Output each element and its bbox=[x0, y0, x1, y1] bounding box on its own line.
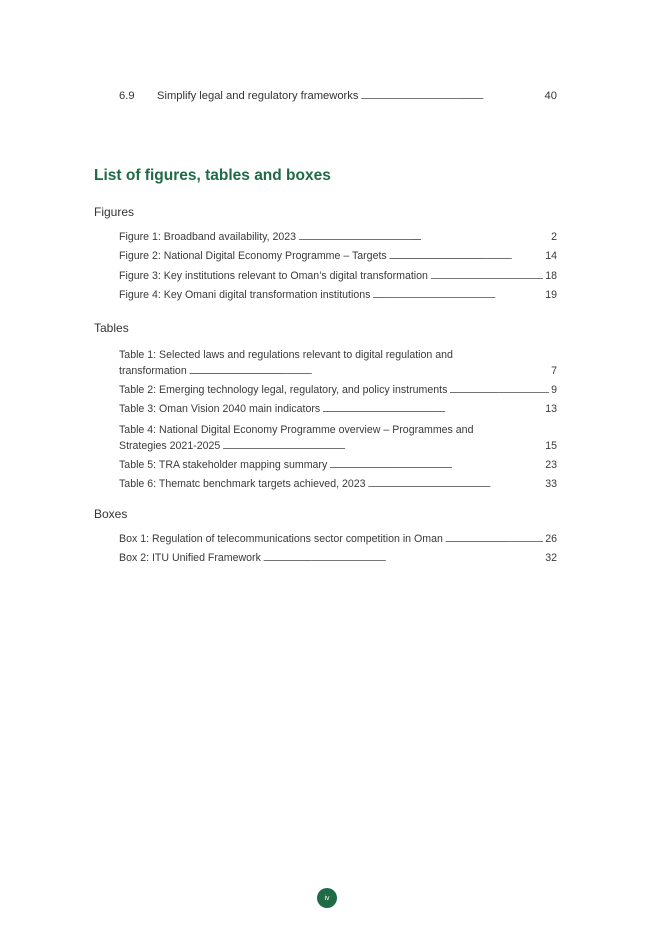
entry-page: 7 bbox=[551, 365, 557, 377]
entry-label: transformation bbox=[119, 365, 187, 377]
entry-label: Box 1: Regulation of telecommunications sector competition in Oman bbox=[119, 533, 443, 545]
entry-label: Table 5: TRA stakeholder mapping summary bbox=[119, 458, 328, 471]
box-entry[interactable] bbox=[119, 549, 557, 568]
figure-entry[interactable] bbox=[119, 228, 557, 247]
page-heading: List of figures, tables and boxes bbox=[94, 167, 331, 184]
entry-page: 32 bbox=[545, 552, 557, 565]
dot-leader bbox=[222, 438, 543, 454]
toc-entry-6-9[interactable] bbox=[119, 90, 557, 102]
figure-entry[interactable] bbox=[119, 286, 557, 305]
toc-entry-page: 40 bbox=[544, 90, 557, 102]
boxes-list bbox=[119, 530, 557, 569]
figure-entry[interactable] bbox=[119, 247, 557, 266]
entry-page: 2 bbox=[551, 231, 557, 243]
entry-page: 13 bbox=[545, 403, 557, 416]
entry-label: Figure 1: Broadband availability, 2023 bbox=[119, 231, 297, 243]
page-number-badge: iv bbox=[317, 888, 337, 908]
entry-label: Table 2: Emerging technology legal, regulatory, and policy instruments bbox=[119, 384, 448, 396]
entry-page: 9 bbox=[551, 384, 557, 396]
figures-section-title: Figures bbox=[94, 205, 135, 219]
dot-leader bbox=[372, 286, 543, 305]
entry-page: 33 bbox=[545, 477, 557, 490]
dot-leader bbox=[368, 475, 544, 494]
entry-page: 26 bbox=[545, 533, 557, 545]
entry-label: Table 6: Thematc benchmark targets achieved, 2023 bbox=[119, 477, 366, 490]
table-entry[interactable] bbox=[119, 422, 557, 456]
entry-label-line1: Table 4: National Digital Economy Programme overview – Programmes and bbox=[119, 423, 474, 436]
dot-leader bbox=[329, 456, 543, 475]
figures-list bbox=[119, 228, 557, 305]
toc-entry-number: 6.9 bbox=[119, 90, 135, 102]
box-entry[interactable] bbox=[119, 530, 557, 549]
dot-leader bbox=[263, 549, 543, 568]
dot-leader bbox=[189, 363, 549, 379]
dot-leader bbox=[445, 530, 543, 549]
entry-label: Strategies 2021-2025 bbox=[119, 439, 221, 452]
entry-page: 14 bbox=[545, 250, 557, 263]
dot-leader bbox=[360, 90, 542, 102]
entry-page: 23 bbox=[545, 458, 557, 471]
entry-page: 19 bbox=[545, 288, 557, 301]
entry-label: Box 2: ITU Unified Framework bbox=[119, 552, 261, 565]
table-entry[interactable] bbox=[119, 347, 557, 381]
entry-label: Figure 4: Key Omani digital transformation institutions bbox=[119, 288, 371, 301]
dot-leader bbox=[389, 247, 543, 266]
table-entry[interactable] bbox=[119, 381, 557, 400]
dot-leader bbox=[430, 267, 543, 286]
figure-entry[interactable] bbox=[119, 267, 557, 286]
tables-list bbox=[119, 345, 557, 494]
entry-page: 15 bbox=[545, 439, 557, 452]
entry-label: Figure 2: National Digital Economy Programme – Targets bbox=[119, 250, 387, 263]
tables-section-title: Tables bbox=[94, 321, 129, 335]
table-entry[interactable] bbox=[119, 400, 557, 419]
boxes-section-title: Boxes bbox=[94, 507, 128, 521]
entry-label-line1: Table 1: Selected laws and regulations relevant to digital regulation and bbox=[119, 349, 453, 361]
dot-leader bbox=[298, 228, 549, 247]
table-entry[interactable] bbox=[119, 475, 557, 494]
toc-entry-label: Simplify legal and regulatory frameworks bbox=[157, 90, 359, 102]
entry-page: 18 bbox=[545, 269, 557, 282]
table-entry[interactable] bbox=[119, 456, 557, 475]
dot-leader bbox=[322, 400, 543, 419]
dot-leader bbox=[449, 381, 549, 400]
entry-label: Figure 3: Key institutions relevant to Oman’s digital transformation bbox=[119, 269, 428, 282]
entry-label: Table 3: Oman Vision 2040 main indicators bbox=[119, 403, 321, 416]
